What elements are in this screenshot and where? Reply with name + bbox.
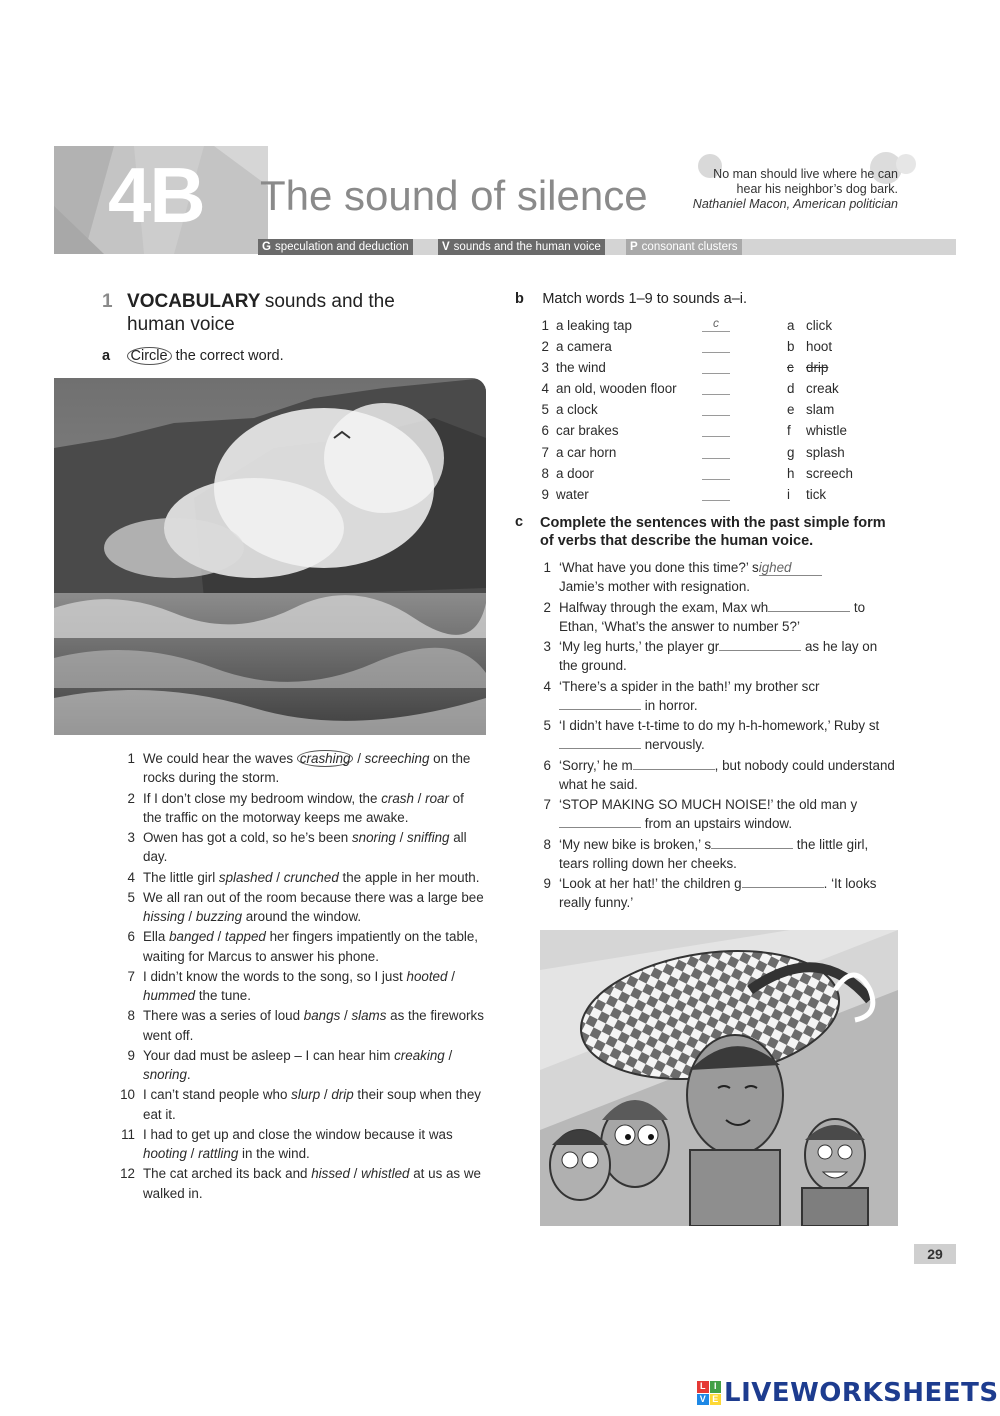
option-2[interactable]: crunched xyxy=(283,869,339,885)
item-number: 2 xyxy=(127,790,135,806)
row-number: 9 xyxy=(541,486,549,502)
table-row xyxy=(537,400,897,421)
sound-letter: d xyxy=(787,381,795,397)
sound-word: hoot xyxy=(806,339,833,355)
item-text: The little girl xyxy=(143,869,219,885)
item-text: on the rocks during the storm. xyxy=(143,751,471,786)
item-number: 7 xyxy=(543,797,551,812)
item-text: the tune. xyxy=(195,988,251,1003)
tag-label: speculation and deduction xyxy=(274,241,409,253)
option-2[interactable]: drip xyxy=(331,1087,354,1103)
table-row xyxy=(537,337,897,358)
item-text: I didn’t know the words to the song, so I just xyxy=(143,968,407,984)
item-text: I had to get up and close the window because it was xyxy=(143,1126,453,1142)
item-text: ‘Sorry,’ he m xyxy=(559,757,633,773)
option-2[interactable]: buzzing xyxy=(195,909,243,924)
answer-field[interactable] xyxy=(719,638,801,651)
item-text: Jamie’s mother with resignation. xyxy=(559,579,751,595)
item-number: 3 xyxy=(543,639,551,654)
table-row xyxy=(537,421,897,442)
list-item xyxy=(116,868,486,887)
watermark-text: LIVEWORKSHEETS xyxy=(724,1378,999,1408)
item-text: from an upstairs window. xyxy=(641,816,793,832)
list-item xyxy=(532,716,898,754)
list-item xyxy=(116,927,486,965)
row-number: 3 xyxy=(541,360,549,376)
list-item xyxy=(532,756,898,794)
section-heading xyxy=(102,290,432,336)
exercise-letter: a xyxy=(102,348,111,364)
table-row xyxy=(537,316,897,337)
exercise-c-heading xyxy=(515,514,905,550)
list-item xyxy=(532,637,898,675)
item-number: 2 xyxy=(543,599,551,615)
item-number: 8 xyxy=(543,836,551,852)
item-number: 5 xyxy=(543,718,551,733)
row-number: 4 xyxy=(541,381,549,397)
exercise-c-list xyxy=(532,558,898,914)
answer-blank[interactable]: c xyxy=(702,316,730,332)
list-item xyxy=(116,888,486,926)
table-row xyxy=(537,464,897,485)
sound-letter: f xyxy=(787,423,791,439)
sound-word: slam xyxy=(806,402,835,418)
row-word: a leaking tap xyxy=(556,318,632,333)
table-row xyxy=(537,485,897,506)
section-title-line2: human voice xyxy=(127,314,235,335)
answer-field[interactable] xyxy=(768,599,850,612)
exercise-c-instruction-1: Complete the sentences with the past simple form xyxy=(540,515,886,531)
sound-letter: e xyxy=(787,402,795,418)
item-text: her fingers impatiently on the table, waiting for Marcus to answer his phone. xyxy=(143,929,479,964)
section-title-bold: VOCABULARY xyxy=(127,291,261,312)
sound-word: whistle xyxy=(806,423,847,439)
item-number: 1 xyxy=(127,751,135,766)
answer-field[interactable] xyxy=(559,815,641,828)
list-item xyxy=(532,677,898,715)
sound-letter: h xyxy=(787,465,795,481)
item-text: of the traffic on the motorway keeps me awake. xyxy=(143,790,464,825)
sound-letter: c xyxy=(787,360,794,376)
exercise-c-instruction-2: of verbs that describe the human voice. xyxy=(540,533,814,549)
sound-letter: i xyxy=(787,486,790,502)
section-number: 1 xyxy=(102,291,113,312)
sound-word: splash xyxy=(806,444,845,460)
item-text: . xyxy=(186,1067,191,1082)
circled-word: Circle xyxy=(127,347,172,365)
answer-field[interactable] xyxy=(742,875,824,888)
item-text: nervously. xyxy=(641,737,705,753)
item-number: 1 xyxy=(543,560,551,575)
option-1[interactable]: creaking xyxy=(394,1047,445,1063)
unit-number: 4B xyxy=(108,151,204,239)
tag-grammar xyxy=(258,239,413,255)
answer-field[interactable] xyxy=(559,697,641,710)
sound-word: creak xyxy=(806,381,839,397)
quote xyxy=(662,167,898,212)
option-2[interactable]: tapped xyxy=(224,929,266,945)
item-text: Your dad must be asleep – I can hear him xyxy=(143,1047,395,1063)
list-item xyxy=(116,1164,486,1202)
sound-word: screech xyxy=(806,465,853,481)
item-text: Halfway through the exam, Max wh xyxy=(559,599,769,615)
item-text: We could hear the waves xyxy=(143,751,297,766)
row-number: 2 xyxy=(541,339,549,355)
table-row xyxy=(537,379,897,400)
list-item xyxy=(116,1125,486,1163)
exercise-a-heading xyxy=(102,347,284,365)
item-text: as the fireworks went off. xyxy=(143,1008,484,1043)
exercise-letter: b xyxy=(515,291,524,307)
exercise-a-list xyxy=(116,749,486,1204)
item-text: their soup when they eat it. xyxy=(143,1087,481,1122)
option-2[interactable]: screeching xyxy=(364,751,430,766)
answer-field[interactable] xyxy=(711,836,793,849)
page-title: The sound of silence xyxy=(260,172,648,219)
page-number: 29 xyxy=(914,1244,956,1264)
list-item xyxy=(116,967,486,1005)
row-number: 7 xyxy=(541,444,549,460)
option-2[interactable]: roar xyxy=(425,790,449,806)
row-number: 6 xyxy=(541,423,549,439)
item-text: in the wind. xyxy=(238,1146,310,1161)
answer-blank[interactable] xyxy=(702,379,730,395)
option-2[interactable]: slams xyxy=(351,1008,387,1024)
item-number: 11 xyxy=(121,1126,135,1142)
option-separator: / xyxy=(395,830,408,845)
item-text: If I don’t close my bedroom window, the xyxy=(143,790,382,806)
item-text: The cat arched its back and xyxy=(143,1166,312,1182)
option-2[interactable]: whistled xyxy=(361,1166,410,1182)
tag-letter: P xyxy=(630,241,638,253)
item-number: 4 xyxy=(543,678,551,694)
option-separator: / xyxy=(349,1166,362,1182)
item-text: ‘What have you done this time?’ s xyxy=(559,560,759,575)
exercise-b-instruction: Match words 1–9 to sounds a–i. xyxy=(542,291,748,307)
sound-letter: a xyxy=(787,318,795,333)
skills-tag-bar xyxy=(258,239,956,255)
item-text: ‘Look at her hat!’ the children g xyxy=(559,876,742,891)
list-item xyxy=(116,1006,486,1044)
option-separator: / xyxy=(184,909,196,924)
liveworksheets-watermark xyxy=(697,1380,999,1406)
list-item xyxy=(532,835,898,873)
tag-letter: V xyxy=(442,241,450,253)
list-item xyxy=(116,789,486,827)
logo-letter: I xyxy=(710,1381,722,1393)
answer-blank[interactable] xyxy=(702,358,730,374)
row-number: 8 xyxy=(541,465,549,481)
option-separator: / xyxy=(353,751,365,766)
item-text: at us as we walked in. xyxy=(143,1166,481,1201)
cartoon-illustration xyxy=(540,930,898,1226)
list-item xyxy=(532,874,898,912)
item-number: 7 xyxy=(127,968,135,984)
item-number: 3 xyxy=(127,830,135,845)
option-2[interactable]: rattling xyxy=(198,1146,239,1161)
option-1[interactable]: snoring xyxy=(351,830,396,845)
table-row xyxy=(537,358,897,379)
row-word: the wind xyxy=(556,360,606,376)
item-number: 9 xyxy=(127,1047,135,1063)
option-separator: / xyxy=(272,869,284,885)
item-number: 6 xyxy=(543,757,551,773)
row-word: a door xyxy=(556,465,594,481)
option-separator: / xyxy=(413,790,426,806)
list-item xyxy=(116,828,486,866)
logo-letter: E xyxy=(710,1394,722,1406)
item-number: 8 xyxy=(127,1008,135,1024)
row-word: a clock xyxy=(556,402,598,418)
item-text: the little girl, tears rolling down her cheeks. xyxy=(559,836,869,871)
option-2[interactable]: snoring xyxy=(143,1067,187,1082)
item-number: 10 xyxy=(120,1087,135,1103)
exercise-letter: c xyxy=(515,514,524,530)
option-1[interactable]: hissing xyxy=(143,909,185,924)
item-text: ‘STOP MAKING SO MUCH NOISE!’ the old man y xyxy=(559,797,858,812)
item-text: . ‘It looks really funny.’ xyxy=(559,876,877,911)
sound-letter: g xyxy=(787,444,795,460)
section-title: sounds and the xyxy=(264,291,395,312)
option-1[interactable]: crash xyxy=(381,790,414,806)
item-text: around the window. xyxy=(242,909,362,924)
option-2[interactable]: sniffing xyxy=(407,830,450,845)
row-word: car brakes xyxy=(556,423,619,439)
tag-label: consonant clusters xyxy=(641,241,738,253)
option-1[interactable]: hissed xyxy=(311,1166,350,1182)
list-item xyxy=(116,1046,486,1084)
option-1[interactable]: slurp xyxy=(291,1087,321,1103)
item-text: There was a series of loud xyxy=(143,1008,304,1024)
item-text: ‘My leg hurts,’ the player gr xyxy=(559,639,720,654)
option-1[interactable]: hooted xyxy=(406,968,448,984)
logo-letter: V xyxy=(697,1394,709,1406)
row-word: a car horn xyxy=(556,444,617,460)
option-separator: / xyxy=(340,1008,352,1024)
logo-letter: L xyxy=(697,1381,709,1393)
list-item xyxy=(532,558,898,596)
sound-letter: b xyxy=(787,339,795,355)
item-text: ‘There’s a spider in the bath!’ my brother scr xyxy=(559,678,820,694)
answer-blank[interactable] xyxy=(702,337,730,353)
instruction-text: the correct word. xyxy=(175,348,284,364)
option-1[interactable]: banged xyxy=(169,929,214,945)
row-word: an old, wooden floor xyxy=(556,381,677,397)
storm-waves-photo xyxy=(54,378,486,735)
option-2[interactable]: hummed xyxy=(143,988,196,1003)
row-number: 1 xyxy=(541,318,549,333)
item-number: 9 xyxy=(543,876,551,891)
list-item xyxy=(532,795,898,833)
item-text: We all ran out of the room because there was a large bee xyxy=(143,889,484,905)
item-number: 12 xyxy=(120,1166,135,1182)
option-separator: / xyxy=(213,929,225,945)
liveworksheets-logo-icon xyxy=(697,1381,721,1405)
answer-field[interactable]: ighed xyxy=(759,560,822,576)
item-text: in horror. xyxy=(641,697,698,713)
item-text: Ella xyxy=(143,929,170,945)
exercise-b-heading xyxy=(515,290,747,308)
answer-blank[interactable] xyxy=(702,443,730,459)
item-text: to Ethan, ‘What’s the answer to number 5?’ xyxy=(559,599,866,634)
item-number: 4 xyxy=(127,869,135,885)
row-number: 5 xyxy=(541,402,549,418)
quote-line-2: hear his neighbor’s dog bark. xyxy=(736,182,898,196)
list-item xyxy=(116,749,486,787)
tag-vocabulary xyxy=(438,239,605,255)
answer-blank[interactable] xyxy=(702,485,730,501)
sound-word: tick xyxy=(806,486,827,502)
tag-pronunciation xyxy=(626,239,742,255)
option-1[interactable]: splashed xyxy=(218,869,273,885)
quote-line-1: No man should live where he can xyxy=(713,167,898,181)
tag-letter: G xyxy=(262,241,271,253)
answer-blank[interactable] xyxy=(702,421,730,437)
row-word: water xyxy=(556,486,589,502)
item-text: the apple in her mouth. xyxy=(338,869,480,885)
item-text: Owen has got a cold, so he’s been xyxy=(143,830,352,845)
answer-blank[interactable] xyxy=(702,464,730,480)
item-text: ‘I didn’t have t-t-time to do my h-h-homework,’ Ruby st xyxy=(559,718,880,733)
answer-field[interactable] xyxy=(633,757,715,770)
item-text: all day. xyxy=(143,830,467,865)
list-item xyxy=(116,1085,486,1123)
sound-word: click xyxy=(806,318,833,333)
item-text: , but nobody could understand what he said. xyxy=(559,757,895,792)
item-text: ‘My new bike is broken,’ s xyxy=(559,836,712,852)
option-separator: / xyxy=(186,1146,199,1161)
answer-field[interactable] xyxy=(559,736,641,749)
option-1[interactable]: crashing xyxy=(297,750,354,767)
item-number: 5 xyxy=(127,889,135,905)
matching-table xyxy=(537,316,897,506)
tag-label: sounds and the human voice xyxy=(453,241,601,253)
option-separator: / xyxy=(320,1087,332,1103)
option-separator: / xyxy=(444,1047,453,1063)
quote-author: Nathaniel Macon, American politician xyxy=(692,197,898,211)
sound-word: drip xyxy=(806,360,829,376)
table-row xyxy=(537,443,897,464)
item-text: as he lay on the ground. xyxy=(559,639,878,674)
option-1[interactable]: bangs xyxy=(303,1008,341,1024)
row-word: a camera xyxy=(556,339,612,355)
option-separator: / xyxy=(447,968,455,984)
answer-blank[interactable] xyxy=(702,400,730,416)
option-1[interactable]: hooting xyxy=(143,1146,187,1161)
item-text: I can’t stand people who xyxy=(143,1087,292,1103)
list-item xyxy=(532,598,898,636)
exercise-a-instruction xyxy=(127,348,284,364)
item-number: 6 xyxy=(127,929,135,945)
